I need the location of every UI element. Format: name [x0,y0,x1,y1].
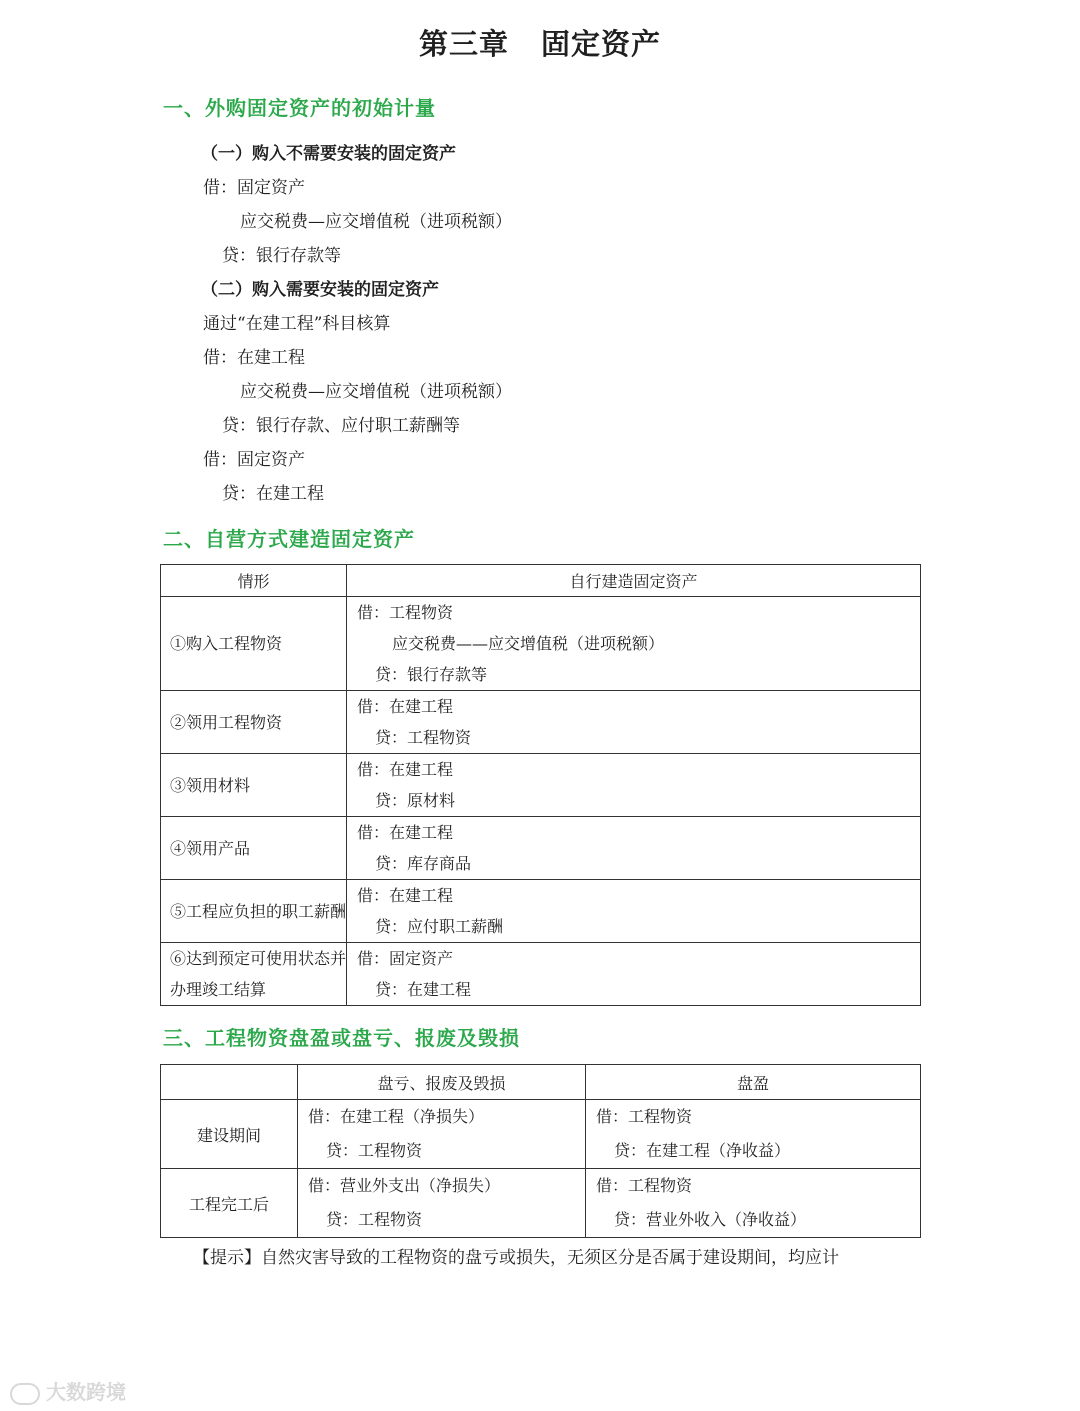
self-construction-table [160,564,921,1006]
entry-line: 借：固定资产 [203,178,305,198]
entry-line: 贷：银行存款等 [222,246,341,266]
entry-cell [347,754,921,817]
table-row [161,691,921,754]
entry-line: 贷：工程物资 [326,1141,423,1160]
loss-cell [298,1169,586,1238]
page-title [0,22,1080,63]
entry-line: 借：固定资产 [203,450,305,470]
entry-line: 借：在建工程（净损失） [308,1107,485,1126]
column-header-gain: 盘盈 [586,1065,921,1100]
entry-line: 借：在建工程 [357,823,454,842]
entry-line: 借：在建工程 [203,348,305,368]
subsection-heading-1: （一）购入不需要安装的固定资产 [201,144,456,164]
entry-line: 贷：在建工程（净收益） [614,1141,791,1160]
entry-line: 应交税费—应交增值税（进项税额） [240,212,512,232]
subsection-heading-2: （二）购入需要安装的固定资产 [201,280,439,300]
entry-cell [347,597,921,691]
situation-cell: ⑥达到预定可使用状态并办理竣工结算 [161,943,347,1006]
watermark-text: 大数跨境 [46,1380,126,1404]
situation-cell: ②领用工程物资 [161,691,347,754]
table-row [161,1100,921,1169]
gain-cell [586,1169,921,1238]
entry-line: 贷：工程物资 [375,728,472,747]
tip-text: 【提示】自然灾害导致的工程物资的盘亏或损失，无须区分是否属于建设期间，均应计 [193,1248,839,1268]
situation-cell: ④领用产品 [161,817,347,880]
entry-line: 借：营业外支出（净损失） [308,1176,501,1195]
chapter-name: 固定资产 [541,27,662,61]
entry-cell [347,691,921,754]
table-row [161,1169,921,1238]
loss-cell [298,1100,586,1169]
watermark [10,1376,126,1405]
entry-line: 借：在建工程 [357,760,454,779]
table-header-row [161,1065,921,1100]
entry-line: 通过“在建工程”科目核算 [203,314,391,334]
entry-line: 贷：工程物资 [326,1210,423,1229]
table-row [161,597,921,691]
column-header-loss: 盘亏、报废及毁损 [298,1065,586,1100]
entry-line: 贷：营业外收入（净收益） [614,1210,807,1229]
entry-line: 应交税费—应交增值税（进项税额） [240,382,512,402]
entry-line: 借：工程物资 [596,1107,693,1126]
chapter-number: 第三章 [418,27,509,61]
entry-line: 贷：库存商品 [375,854,472,873]
column-header-situation: 情形 [161,565,347,597]
situation-cell: ①购入工程物资 [161,597,347,691]
entry-line: 借：工程物资 [357,603,454,622]
table-row [161,943,921,1006]
entry-line: 贷：在建工程 [222,484,324,504]
entry-line: 借：固定资产 [357,949,454,968]
table-row [161,817,921,880]
column-header-blank [161,1065,298,1100]
entry-cell [347,817,921,880]
entry-line: 贷：原材料 [375,791,456,810]
entry-line: 借：工程物资 [596,1176,693,1195]
entry-cell [347,943,921,1006]
entry-line: 借：在建工程 [357,697,454,716]
entry-line: 应交税费——应交增值税（进项税额） [392,634,665,653]
entry-line: 借：在建工程 [357,886,454,905]
entry-cell [347,880,921,943]
gain-cell [586,1100,921,1169]
table-row [161,754,921,817]
entry-line: 贷：银行存款等 [375,665,488,684]
section-heading-1: 一、外购固定资产的初始计量 [163,96,436,120]
watermark-logo-icon [10,1383,40,1405]
period-label: 工程完工后 [161,1169,298,1238]
period-label: 建设期间 [161,1100,298,1169]
entry-line: 贷：银行存款、应付职工薪酬等 [222,416,460,436]
situation-cell: ⑤工程应负担的职工薪酬 [161,880,347,943]
column-header-entries: 自行建造固定资产 [347,565,921,597]
table-row [161,880,921,943]
section-heading-2: 二、自营方式建造固定资产 [163,527,415,551]
entry-line: 贷：应付职工薪酬 [375,917,504,936]
situation-cell: ③领用材料 [161,754,347,817]
section-heading-3: 三、工程物资盘盈或盘亏、报废及毁损 [163,1026,520,1050]
inventory-count-table [160,1064,921,1238]
table-header-row [161,565,921,597]
entry-line: 贷：在建工程 [375,980,472,999]
